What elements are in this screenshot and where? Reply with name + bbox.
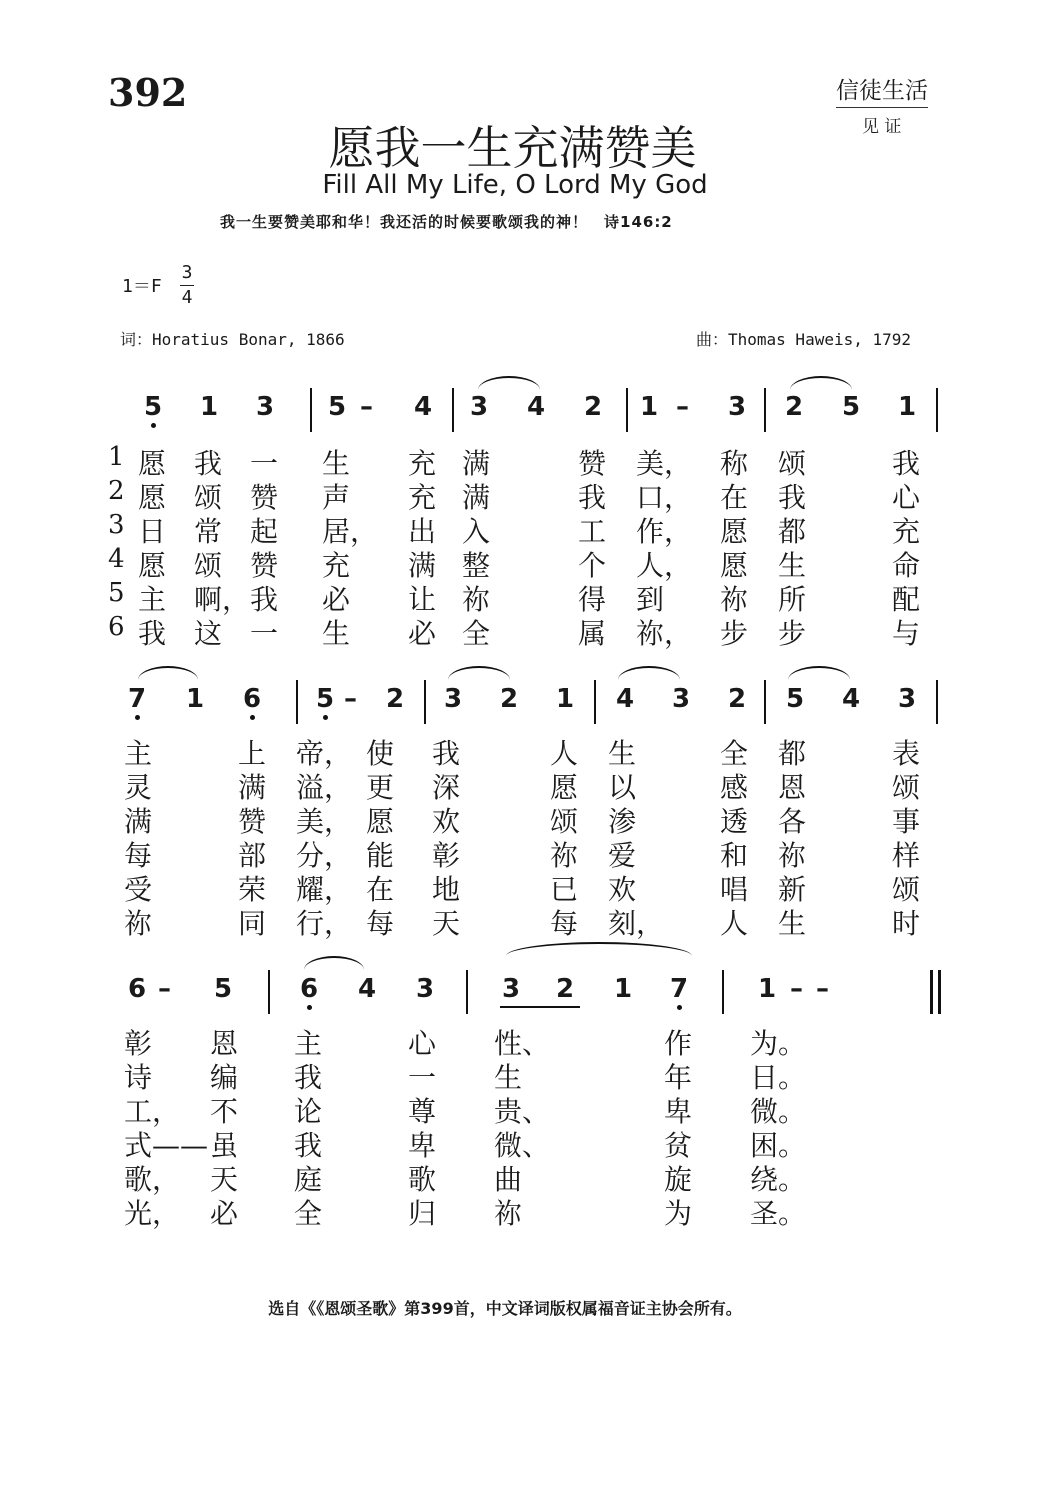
verse-number: 4 [108,544,125,574]
verse-number: 5 [108,578,125,608]
lyric-syllable: 我 [578,481,607,514]
note: 5 [144,392,162,422]
lyric-syllable: 颂 [892,873,921,906]
note: 1 [186,684,205,714]
lyric-syllable: 曲 [494,1163,523,1196]
lyric-syllable: 归 [408,1197,437,1230]
note: – [676,392,689,422]
slur [448,666,510,680]
lyric-syllable: 生 [608,737,637,770]
barline [764,388,766,432]
lyric-syllable: 啊， [194,583,251,616]
lyric-syllable: 颂 [550,805,579,838]
lyric-syllable: 论 [294,1095,323,1128]
note: 3 [444,684,463,714]
lyric-syllable: 表 [892,737,921,770]
lyric-syllable: 旋 [664,1163,693,1196]
lyric-syllable: 颂 [892,771,921,804]
barline [764,680,766,724]
note: – [158,974,171,1004]
lyric-syllable: 歌 [408,1163,437,1196]
note: 2 [500,684,519,714]
lyric-syllable: 作， [636,515,693,548]
lyric-syllable: 口， [636,481,693,514]
lyric-syllable: 和 [720,839,749,872]
lyric-syllable: 透 [720,805,749,838]
lyric-syllable: 欢 [608,873,637,906]
lyric-syllable: 耀， [296,873,353,906]
lyric-syllable: 人 [720,907,749,940]
lyric-syllable: 祢， [636,617,693,650]
lyric-syllable: 感 [720,771,749,804]
lyric-syllable: 起 [250,515,279,548]
lyric-syllable: 我 [138,617,167,650]
lyric-syllable: 美， [636,447,693,480]
lyric-syllable: 人， [636,549,693,582]
lyric-syllable: 编 [210,1061,239,1094]
lyric-syllable: 属 [578,617,607,650]
note: 3 [416,974,435,1004]
verse-number: 3 [108,510,125,540]
lyric-syllable: 为 [664,1197,693,1230]
lyric-syllable: 微。 [750,1095,807,1128]
note: 6 [300,974,318,1004]
lyric-syllable: 出 [408,515,437,548]
note: 1 [898,392,917,422]
lyric-syllable: 帝， [296,737,353,770]
beam-underline [500,1006,580,1008]
lyric-syllable: 光， [124,1197,181,1230]
lyric-syllable: 赞 [238,805,267,838]
lyric-syllable: 彰 [124,1027,153,1060]
slur [618,666,680,680]
note: 3 [470,392,489,422]
lyric-syllable: 式—— [124,1129,209,1162]
lyric-syllable: 称 [720,447,749,480]
lyric-syllable: 欢 [432,805,461,838]
slur [788,666,850,680]
lyric-syllable: 一 [250,617,279,650]
lyric-syllable: 绕。 [750,1163,807,1196]
lyric-syllable: 困。 [750,1129,807,1162]
hymn-number: 392 [108,70,188,115]
lyric-syllable: 步 [720,617,749,650]
lyric-syllable: 祢 [462,583,491,616]
lyric-syllable: 心 [408,1027,437,1060]
note: 4 [616,684,635,714]
meter-bottom: 4 [181,287,193,308]
barline [452,388,454,432]
lyric-syllable: 满 [462,447,491,480]
lyric-syllable: 已 [550,873,579,906]
lyric-syllable: 卑 [408,1129,437,1162]
lyric-syllable: 卑 [664,1095,693,1128]
slur [478,376,540,390]
lyric-syllable: 我 [778,481,807,514]
note: 5 [786,684,805,714]
lyric-syllable: 全 [462,617,491,650]
lyric-syllable: 庭 [294,1163,323,1196]
lyric-syllable: 灵 [124,771,153,804]
note: 2 [556,974,575,1004]
lyric-syllable: 上 [238,737,267,770]
lyric-syllable: 天 [432,907,461,940]
lyric-syllable: 居， [322,515,379,548]
lyric-syllable: 我 [432,737,461,770]
lyric-syllable: 同 [238,907,267,940]
lyric-syllable: 命 [892,549,921,582]
note: 7 [128,684,146,714]
lyric-syllable: 颂 [778,447,807,480]
note: 2 [785,392,804,422]
scripture-verse: 我一生要赞美耶和华！我还活的时候要歌颂我的神！ 诗146:2 [220,213,673,231]
lyric-syllable: 彰 [432,839,461,872]
lyric-syllable: 作 [664,1027,693,1060]
lyric-syllable: 愿 [720,515,749,548]
lyric-syllable: 以 [608,771,637,804]
lyric-syllable: 满 [238,771,267,804]
lyric-syllable: 祢 [550,839,579,872]
lyric-syllable: 歌， [124,1163,181,1196]
note: 1 [758,974,777,1004]
lyric-syllable: 在 [366,873,395,906]
lyric-syllable: 必 [210,1197,239,1230]
lyric-syllable: 我 [250,583,279,616]
lyric-syllable: 贫 [664,1129,693,1162]
lyric-syllable: 时 [892,907,921,940]
lyric-syllable: 个 [578,549,607,582]
lyric-syllable: 生 [322,617,351,650]
lyric-syllable: 声 [322,481,351,514]
lyric-syllable: 配 [892,583,921,616]
octave-low-dot [677,1005,682,1010]
lyric-syllable: 颂 [194,549,223,582]
lyric-syllable: 年 [664,1061,693,1094]
lyric-syllable: 充 [408,447,437,480]
lyric-syllable: 愿 [550,771,579,804]
note: 1 [556,684,575,714]
note: – [790,974,803,1004]
meter-top: 3 [181,262,193,283]
lyric-syllable: 荣 [238,873,267,906]
note: 1 [200,392,219,422]
lyric-syllable: 日 [138,515,167,548]
lyric-syllable: 我 [194,447,223,480]
note: – [344,684,357,714]
lyric-syllable: 深 [432,771,461,804]
note: 2 [584,392,603,422]
barline [594,680,596,724]
slur [506,942,692,956]
category-label: 信徒生活 [836,72,928,108]
lyric-syllable: 颂 [194,481,223,514]
lyric-syllable: 一 [408,1061,437,1094]
lyric-syllable: 为。 [750,1027,807,1060]
lyric-syllable: 生 [494,1061,523,1094]
barline [626,388,628,432]
lyricist-credit: 词：Horatius Bonar, 1866 [120,330,345,349]
lyric-syllable: 让 [408,583,437,616]
lyric-syllable: 愿 [720,549,749,582]
lyric-syllable: 分， [296,839,353,872]
lyric-syllable: 受 [124,873,153,906]
lyric-syllable: 样 [892,839,921,872]
lyric-syllable: 地 [432,873,461,906]
key-signature: 1＝F [122,276,162,297]
octave-low-dot [323,715,328,720]
verse-number: 2 [108,476,125,506]
lyric-syllable: 赞 [250,549,279,582]
lyric-syllable: 能 [366,839,395,872]
note: 3 [672,684,691,714]
lyric-syllable: 都 [778,737,807,770]
note: 4 [527,392,546,422]
lyric-syllable: 全 [720,737,749,770]
octave-low-dot [151,423,156,428]
lyric-syllable: 满 [124,805,153,838]
lyric-syllable: 行， [296,907,353,940]
lyric-syllable: 新 [778,873,807,906]
slur [304,956,364,970]
octave-low-dot [307,1005,312,1010]
lyric-syllable: 生 [778,907,807,940]
lyric-syllable: 我 [294,1061,323,1094]
note: 3 [728,392,747,422]
lyric-syllable: 唱 [720,873,749,906]
lyric-syllable: 微、 [494,1129,551,1162]
lyric-syllable: 刻， [608,907,665,940]
lyric-syllable: 全 [294,1197,323,1230]
lyric-syllable: 入 [462,515,491,548]
lyric-syllable: 满 [408,549,437,582]
note: 3 [256,392,275,422]
barline [466,970,468,1014]
barline [936,388,938,432]
barline [722,970,724,1014]
copyright-footer: 选自《《恩颂圣歌》第399首，中文译词版权属福音证主协会所有。 [268,1299,742,1318]
title-english: Fill All My Life, O Lord My God [322,170,708,200]
lyric-syllable: 渗 [608,805,637,838]
lyric-syllable: 溢， [296,771,353,804]
lyric-syllable: 爱 [608,839,637,872]
subcategory-label: 见 证 [862,117,902,137]
verse-number: 6 [108,612,125,642]
barline [936,680,938,724]
barline [938,970,941,1014]
lyric-syllable: 在 [720,481,749,514]
lyric-syllable: 恩 [210,1027,239,1060]
lyric-syllable: 愿 [138,549,167,582]
lyric-syllable: 所 [778,583,807,616]
lyric-syllable: 圣。 [750,1197,807,1230]
note: 5 [214,974,233,1004]
title-chinese: 愿我一生充满赞美 [328,121,697,175]
note: 5 [328,392,347,422]
lyric-syllable: 与 [892,617,921,650]
lyric-syllable: 充 [892,515,921,548]
lyric-syllable: 赞 [250,481,279,514]
lyric-syllable: 尊 [408,1095,437,1128]
lyric-syllable: 得 [578,583,607,616]
note: 6 [128,974,147,1004]
note: 4 [358,974,377,1004]
meter-divider [180,285,194,286]
note: 4 [842,684,861,714]
lyric-syllable: 性、 [494,1027,551,1060]
lyric-syllable: 充 [408,481,437,514]
lyric-syllable: 每 [550,907,579,940]
verse-number: 1 [108,442,125,472]
slur [790,376,852,390]
note: 6 [243,684,261,714]
note: 3 [898,684,917,714]
note: 5 [842,392,861,422]
lyric-syllable: 祢 [494,1197,523,1230]
lyric-syllable: 使 [366,737,395,770]
barline [310,388,312,432]
lyric-syllable: 满 [462,481,491,514]
barline [268,970,270,1014]
lyric-syllable: 每 [366,907,395,940]
lyric-syllable: 必 [322,583,351,616]
lyric-syllable: 天 [210,1163,239,1196]
note: – [816,974,829,1004]
lyric-syllable: 步 [778,617,807,650]
lyric-syllable: 都 [778,515,807,548]
lyric-syllable: 部 [238,839,267,872]
lyric-syllable: 人 [550,737,579,770]
lyric-syllable: 更 [366,771,395,804]
lyric-syllable: 美， [296,805,353,838]
note: 4 [414,392,433,422]
barline [930,970,933,1014]
lyric-syllable: 我 [294,1129,323,1162]
lyric-syllable: 一 [250,447,279,480]
lyric-syllable: 我 [892,447,921,480]
composer-credit: 曲：Thomas Haweis, 1792 [696,330,912,349]
lyric-syllable: 事 [892,805,921,838]
note: 5 [316,684,334,714]
lyric-syllable: 常 [194,515,223,548]
lyric-syllable: 心 [892,481,921,514]
lyric-syllable: 愿 [138,481,167,514]
lyric-syllable: 生 [778,549,807,582]
lyric-syllable: 到 [636,583,665,616]
lyric-syllable: 赞 [578,447,607,480]
slur [138,666,198,680]
note: 2 [728,684,747,714]
octave-low-dot [135,715,140,720]
lyric-syllable: 虽 [210,1129,239,1162]
lyric-syllable: 生 [322,447,351,480]
lyric-syllable: 工 [578,515,607,548]
octave-low-dot [250,715,255,720]
note: 1 [614,974,633,1004]
lyric-syllable: 这 [194,617,223,650]
lyric-syllable: 主 [124,737,153,770]
lyric-syllable: 诗 [124,1061,153,1094]
lyric-syllable: 必 [408,617,437,650]
note: 3 [502,974,521,1004]
lyric-syllable: 不 [210,1095,239,1128]
note: 2 [386,684,405,714]
lyric-syllable: 祢 [720,583,749,616]
barline [424,680,426,724]
lyric-syllable: 主 [294,1027,323,1060]
note: 7 [670,974,688,1004]
note: – [360,392,373,422]
lyric-syllable: 主 [138,583,167,616]
lyric-syllable: 日。 [750,1061,807,1094]
time-signature [180,261,194,310]
lyric-syllable: 贵、 [494,1095,551,1128]
lyric-syllable: 祢 [778,839,807,872]
lyric-syllable: 各 [778,805,807,838]
lyric-syllable: 工， [124,1095,181,1128]
lyric-syllable: 充 [322,549,351,582]
lyric-syllable: 每 [124,839,153,872]
lyric-syllable: 愿 [138,447,167,480]
lyric-syllable: 恩 [778,771,807,804]
lyric-syllable: 愿 [366,805,395,838]
lyric-syllable: 祢 [124,907,153,940]
barline [296,680,298,724]
lyric-syllable: 整 [462,549,491,582]
note: 1 [640,392,659,422]
